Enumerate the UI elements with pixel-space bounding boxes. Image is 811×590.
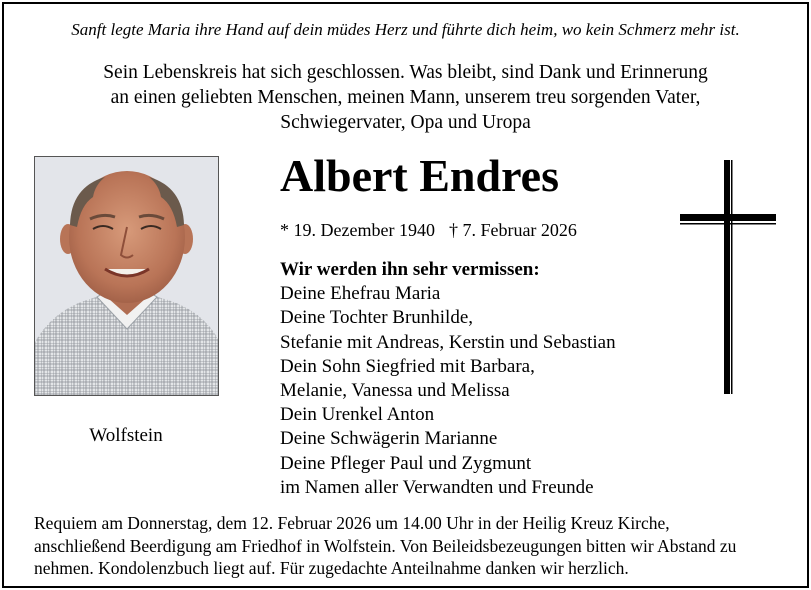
intro-text — [4, 60, 807, 135]
mourner-line: Melanie, Vanessa und Melissa — [280, 380, 510, 402]
mourner-line: im Namen aller Verwandten und Freunde — [280, 476, 594, 498]
mourners-list — [280, 258, 616, 500]
mourner-line: Deine Schwägerin Marianne — [280, 428, 498, 450]
death-date: † 7. Februar 2026 — [448, 220, 577, 240]
mourner-line: Deine Tochter Brunhilde, — [280, 307, 474, 329]
requiem-notice — [34, 512, 794, 580]
mourner-line: Stefanie mit Andreas, Kerstin und Sebastian — [280, 331, 616, 353]
requiem-line: anschließend Beerdigung am Friedhof in Wolfstein. Von Beileidsbezeugungen bitten wir Abstand zu — [34, 535, 737, 556]
deceased-name: Albert Endres — [280, 150, 559, 201]
intro-line: Sein Lebenskreis hat sich geschlossen. Was bleibt, sind Dank und Erinnerung — [103, 62, 708, 83]
motto: Sanft legte Maria ihre Hand auf dein müdes Herz und führte dich heim, wo kein Schmerz mehr ist. — [71, 20, 740, 39]
place-name: Wolfstein — [89, 425, 163, 446]
mourner-line: Deine Pfleger Paul und Zygmunt — [280, 452, 532, 474]
birth-date: * 19. Dezember 1940 — [280, 220, 435, 240]
requiem-line: Requiem am Donnerstag, dem 12. Februar 2026 um 14.00 Uhr in der Heilig Kreuz Kirche, — [34, 513, 670, 533]
obituary-card — [2, 2, 809, 588]
mourner-line: Deine Ehefrau Maria — [280, 283, 441, 305]
mourner-line: Dein Urenkel Anton — [280, 404, 435, 426]
portrait-photo — [34, 156, 219, 396]
life-dates — [280, 220, 577, 241]
requiem-line: nehmen. Kondolenzbuch liegt auf. Für zugedachte Anteilnahme danken wir herzlich. — [34, 558, 629, 578]
mourners-heading: Wir werden ihn sehr vermissen: — [280, 259, 540, 280]
portrait-illustration — [35, 157, 218, 395]
intro-line: Schwiegervater, Opa und Uropa — [280, 112, 531, 133]
cross-icon — [678, 158, 782, 398]
mourner-line: Dein Sohn Siegfried mit Barbara, — [280, 355, 535, 377]
intro-line: an einen geliebten Menschen, meinen Mann, unserem treu sorgenden Vater, — [110, 87, 701, 108]
